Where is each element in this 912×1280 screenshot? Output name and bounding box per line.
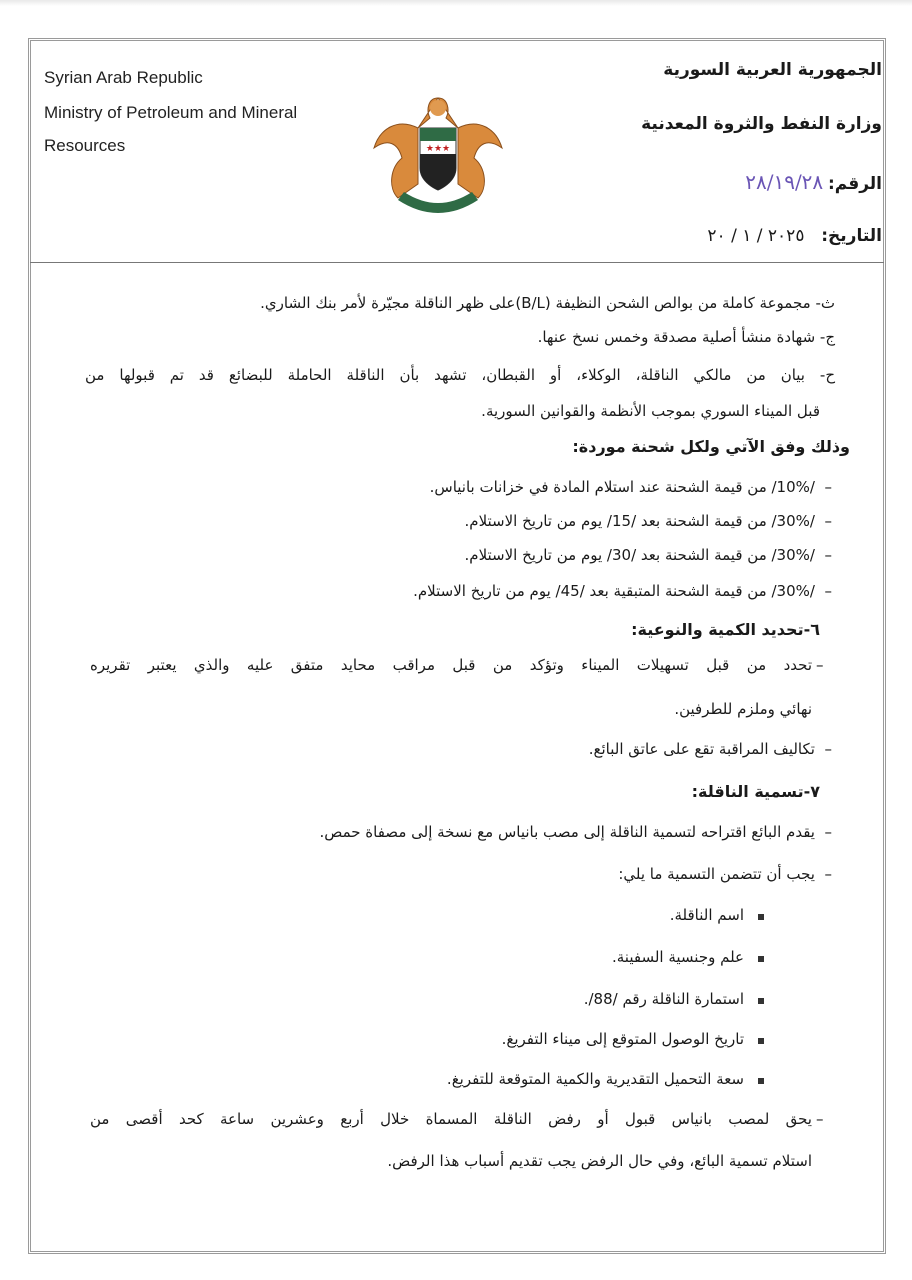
date-label: التاريخ: <box>821 226 882 246</box>
doc-item-ha-cont: قبل الميناء السوري بموجب الأنظمة والقوانين السورية. <box>481 402 820 420</box>
dash: – <box>816 1110 824 1128</box>
date-value: ٢٠٢٥ / ١ / ٢٠ <box>707 226 805 246</box>
bullet-square-icon <box>758 1038 764 1044</box>
header-en-country: Syrian Arab Republic <box>44 68 203 87</box>
payment-item: – /30%/ من قيمة الشحنة بعد /30/ يوم من تاريخ الاستلام. <box>464 546 832 564</box>
section6-item: تحدد من قبل تسهيلات الميناء وتؤكد من قبل مراقب محايد متفق عليه والذي يعتبر تقريره <box>90 656 812 674</box>
ref-value-handwritten: ٢٨/١٩/٢٨ <box>745 170 824 194</box>
document-date <box>707 226 882 246</box>
header-ar-ministry: وزارة النفط والثروة المعدنية <box>641 114 882 134</box>
payment-item: – /10%/ من قيمة الشحنة عند استلام المادة في خزانات بانياس. <box>429 478 832 496</box>
section7-subitem: تاريخ الوصول المتوقع إلى ميناء التفريغ. <box>501 1030 744 1048</box>
section7-subitem: علم وجنسية السفينة. <box>612 948 744 966</box>
doc-item-ha: ح- بيان من مالكي الناقلة، الوكلاء، أو القبطان، تشهد بأن الناقلة الحاملة للبضائع قد تم قبولها من <box>85 366 835 384</box>
dash: – <box>816 656 824 674</box>
payment-item: – /30%/ من قيمة الشحنة بعد /15/ يوم من تاريخ الاستلام. <box>464 512 832 530</box>
doc-item-jim: ج- شهادة منشأ أصلية مصدقة وخمس نسخ عنها. <box>537 328 835 346</box>
section7-final-cont: استلام تسمية البائع، وفي حال الرفض يجب تقديم أسباب هذا الرفض. <box>387 1152 812 1170</box>
section7-subitem: استمارة الناقلة رقم /88/. <box>583 990 744 1008</box>
bullet-square-icon <box>758 998 764 1004</box>
ref-label: الرقم: <box>827 174 882 194</box>
reference-number <box>745 170 882 194</box>
scan-edge <box>0 0 912 6</box>
payment-heading: وذلك وفق الآتي ولكل شحنة موردة: <box>572 437 850 456</box>
section7-subitem: سعة التحميل التقديرية والكمية المتوقعة للتفريغ. <box>446 1070 744 1088</box>
svg-text:★★★: ★★★ <box>425 144 451 154</box>
section7-heading: ٧-تسمية الناقلة: <box>691 782 820 801</box>
header-divider <box>30 262 884 263</box>
section7-item: – يقدم البائع اقتراحه لتسمية الناقلة إلى مصب بانياس مع نسخة إلى مصفاة حمص. <box>319 823 832 841</box>
section7-final: يحق لمصب بانياس قبول أو رفض الناقلة المسماة خلال أربع وعشرين ساعة كحد أقصى من <box>90 1110 812 1128</box>
bullet-square-icon <box>758 914 764 920</box>
bullet-square-icon <box>758 1078 764 1084</box>
header-ar-country: الجمهورية العربية السورية <box>663 60 882 80</box>
syrian-eagle-emblem <box>368 88 508 228</box>
section7-subitem: اسم الناقلة. <box>669 906 744 924</box>
section6-item-cont: نهائي وملزم للطرفين. <box>674 700 812 718</box>
header-en-ministry: Ministry of Petroleum and Mineral <box>44 103 298 122</box>
header-en-ministry-cont: Resources <box>44 136 126 155</box>
section7-item: – يجب أن تتضمن التسمية ما يلي: <box>618 865 832 883</box>
section6-heading: ٦-تحديد الكمية والنوعية: <box>631 620 820 639</box>
section6-item: – تكاليف المراقبة تقع على عاتق البائع. <box>588 740 832 758</box>
payment-item: – /30%/ من قيمة الشحنة المتبقية بعد /45/ يوم من تاريخ الاستلام. <box>413 582 832 600</box>
doc-item-tha: ث- مجموعة كاملة من بوالص الشحن النظيفة (B/L)على ظهر الناقلة مجيّرة لأمر بنك الشاري. <box>260 294 835 312</box>
bullet-square-icon <box>758 956 764 962</box>
